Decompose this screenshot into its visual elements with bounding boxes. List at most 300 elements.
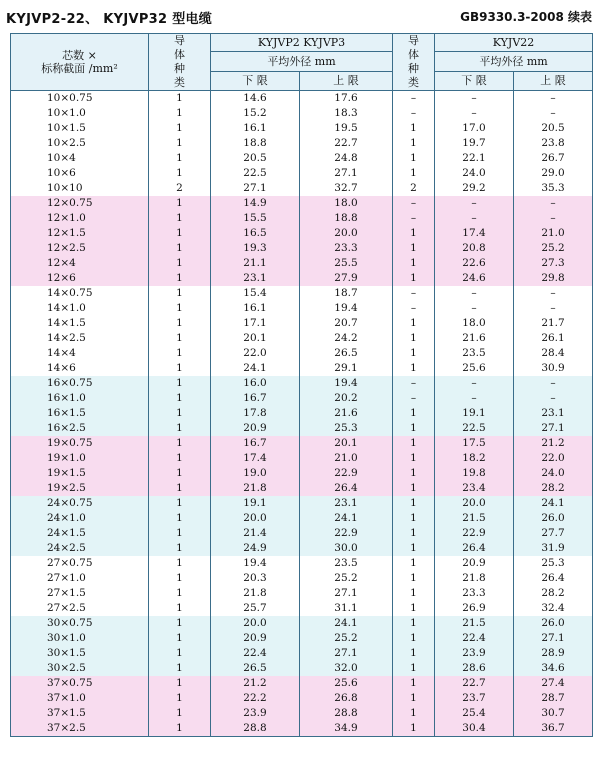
upper-limit-cell-2: 28.7 <box>514 691 593 706</box>
conductor-type-cell-1: 1 <box>149 571 211 586</box>
conductor-type-cell-1: 1 <box>149 91 211 107</box>
conductor-type-cell-2: 1 <box>393 316 435 331</box>
conductor-type-cell-1: 1 <box>149 481 211 496</box>
lower-limit-cell-2: 21.8 <box>435 571 514 586</box>
conductor-type-cell-1: 1 <box>149 346 211 361</box>
lower-limit-header-2: 下 限 <box>435 71 514 90</box>
core-size-cell: 10×6 <box>11 166 149 181</box>
upper-limit-cell-1: 22.9 <box>300 526 393 541</box>
table-row <box>11 406 593 421</box>
lower-limit-cell-2: 24.0 <box>435 166 514 181</box>
core-size-cell: 30×1.0 <box>11 631 149 646</box>
conductor-type-cell-2: 2 <box>393 181 435 196</box>
core-size-cell: 16×1.5 <box>11 406 149 421</box>
core-size-cell: 24×1.5 <box>11 526 149 541</box>
upper-limit-cell-2: 25.3 <box>514 556 593 571</box>
conductor-type-cell-1: 1 <box>149 151 211 166</box>
upper-limit-cell-2: 26.7 <box>514 151 593 166</box>
core-size-cell: 27×2.5 <box>11 601 149 616</box>
upper-limit-cell-1: 24.8 <box>300 151 393 166</box>
upper-limit-cell-1: 20.1 <box>300 436 393 451</box>
table-row <box>11 691 593 706</box>
core-size-cell: 24×1.0 <box>11 511 149 526</box>
table-row <box>11 466 593 481</box>
upper-limit-cell-1: 21.6 <box>300 406 393 421</box>
conductor-type-cell-2: – <box>393 391 435 406</box>
table-header <box>11 34 593 91</box>
core-size-cell: 14×4 <box>11 346 149 361</box>
upper-limit-cell-2: 25.2 <box>514 241 593 256</box>
lower-limit-cell-1: 14.6 <box>211 91 300 107</box>
conductor-type-cell-2: 1 <box>393 691 435 706</box>
core-size-cell: 24×0.75 <box>11 496 149 511</box>
conductor-type-cell-2: 1 <box>393 136 435 151</box>
lower-limit-cell-2: 29.2 <box>435 181 514 196</box>
conductor-type-header-2: 导 体 种 类 <box>393 34 435 91</box>
upper-limit-cell-2: – <box>514 196 593 211</box>
conductor-type-cell-1: 1 <box>149 196 211 211</box>
lower-limit-cell-1: 20.1 <box>211 331 300 346</box>
conductor-type-cell-2: 1 <box>393 496 435 511</box>
lower-limit-cell-2: – <box>435 301 514 316</box>
upper-limit-cell-2: 22.0 <box>514 451 593 466</box>
cross-section-label: 标称截面 /mm² <box>41 62 118 75</box>
upper-limit-cell-1: 32.7 <box>300 181 393 196</box>
core-count-label: 芯数 × <box>62 49 97 62</box>
upper-limit-cell-2: 28.9 <box>514 646 593 661</box>
upper-limit-cell-1: 19.5 <box>300 121 393 136</box>
upper-limit-cell-1: 24.2 <box>300 331 393 346</box>
lower-limit-cell-2: 28.6 <box>435 661 514 676</box>
table-row <box>11 526 593 541</box>
lower-limit-cell-2: 26.9 <box>435 601 514 616</box>
conductor-type-cell-2: 1 <box>393 151 435 166</box>
conductor-type-cell-1: 1 <box>149 661 211 676</box>
lower-limit-cell-1: 22.0 <box>211 346 300 361</box>
lower-limit-cell-1: 20.3 <box>211 571 300 586</box>
upper-limit-cell-1: 19.4 <box>300 301 393 316</box>
lower-limit-cell-1: 21.1 <box>211 256 300 271</box>
conductor-type-cell-1: 1 <box>149 256 211 271</box>
lower-limit-cell-1: 17.1 <box>211 316 300 331</box>
upper-limit-cell-2: 24.0 <box>514 466 593 481</box>
conductor-type-cell-2: 1 <box>393 121 435 136</box>
conductor-type-cell-1: 1 <box>149 226 211 241</box>
lower-limit-cell-1: 16.0 <box>211 376 300 391</box>
table-row <box>11 376 593 391</box>
table-row <box>11 271 593 286</box>
conductor-type-cell-2: – <box>393 211 435 226</box>
upper-limit-cell-2: 23.8 <box>514 136 593 151</box>
conductor-type-header-1: 导 体 种 类 <box>149 34 211 91</box>
upper-limit-cell-2: 20.5 <box>514 121 593 136</box>
lower-limit-cell-1: 19.1 <box>211 496 300 511</box>
core-size-cell: 12×1.0 <box>11 211 149 226</box>
core-size-cell: 30×0.75 <box>11 616 149 631</box>
upper-limit-cell-2: 30.7 <box>514 706 593 721</box>
conductor-type-cell-2: – <box>393 301 435 316</box>
upper-limit-cell-2: – <box>514 301 593 316</box>
upper-limit-cell-2: 28.2 <box>514 586 593 601</box>
conductor-type-cell-2: 1 <box>393 541 435 556</box>
core-size-cell: 10×4 <box>11 151 149 166</box>
conductor-type-cell-1: 1 <box>149 706 211 721</box>
core-size-cell: 37×2.5 <box>11 721 149 737</box>
upper-limit-cell-1: 28.8 <box>300 706 393 721</box>
table-row <box>11 586 593 601</box>
conductor-type-cell-1: 1 <box>149 616 211 631</box>
upper-limit-cell-2: – <box>514 211 593 226</box>
conductor-type-cell-2: 1 <box>393 511 435 526</box>
upper-limit-cell-2: 26.4 <box>514 571 593 586</box>
lower-limit-cell-1: 19.4 <box>211 556 300 571</box>
conductor-type-cell-2: 1 <box>393 616 435 631</box>
upper-limit-cell-2: 21.2 <box>514 436 593 451</box>
lower-limit-cell-1: 16.7 <box>211 436 300 451</box>
core-size-cell: 10×2.5 <box>11 136 149 151</box>
lower-limit-cell-1: 21.2 <box>211 676 300 691</box>
lower-limit-cell-1: 15.4 <box>211 286 300 301</box>
upper-limit-cell-2: 27.7 <box>514 526 593 541</box>
lower-limit-cell-1: 21.8 <box>211 586 300 601</box>
lower-limit-cell-2: 19.7 <box>435 136 514 151</box>
conductor-type-cell-2: 1 <box>393 331 435 346</box>
lower-limit-cell-1: 21.4 <box>211 526 300 541</box>
core-size-cell: 12×6 <box>11 271 149 286</box>
table-row <box>11 331 593 346</box>
core-size-cell: 14×1.0 <box>11 301 149 316</box>
table-row <box>11 676 593 691</box>
upper-limit-cell-1: 25.6 <box>300 676 393 691</box>
upper-limit-cell-1: 22.7 <box>300 136 393 151</box>
conductor-type-cell-2: 1 <box>393 646 435 661</box>
upper-limit-cell-1: 20.7 <box>300 316 393 331</box>
upper-limit-cell-1: 26.4 <box>300 481 393 496</box>
core-size-cell: 12×1.5 <box>11 226 149 241</box>
conductor-type-cell-1: 1 <box>149 586 211 601</box>
conductor-type-cell-1: 1 <box>149 136 211 151</box>
upper-limit-cell-1: 23.5 <box>300 556 393 571</box>
standard-reference: GB9330.3-2008 续表 <box>460 10 592 24</box>
upper-limit-cell-1: 21.0 <box>300 451 393 466</box>
table-row <box>11 631 593 646</box>
conductor-type-cell-1: 2 <box>149 181 211 196</box>
lower-limit-cell-2: – <box>435 211 514 226</box>
conductor-type-cell-2: – <box>393 376 435 391</box>
core-size-cell: 27×1.0 <box>11 571 149 586</box>
upper-limit-cell-1: 24.1 <box>300 511 393 526</box>
lower-limit-cell-1: 28.8 <box>211 721 300 737</box>
lower-limit-cell-2: 22.9 <box>435 526 514 541</box>
table-row <box>11 316 593 331</box>
table-row <box>11 571 593 586</box>
core-size-cell: 10×0.75 <box>11 91 149 107</box>
upper-limit-cell-2: 35.3 <box>514 181 593 196</box>
conductor-type-cell-2: 1 <box>393 346 435 361</box>
upper-limit-cell-1: 25.2 <box>300 631 393 646</box>
table-row <box>11 451 593 466</box>
upper-limit-cell-2: 27.3 <box>514 256 593 271</box>
conductor-type-cell-2: 1 <box>393 706 435 721</box>
table-body <box>11 91 593 737</box>
core-size-cell: 16×0.75 <box>11 376 149 391</box>
upper-limit-cell-1: 25.2 <box>300 571 393 586</box>
lower-limit-cell-2: 22.4 <box>435 631 514 646</box>
upper-limit-cell-2: 23.1 <box>514 406 593 421</box>
conductor-type-cell-2: 1 <box>393 241 435 256</box>
upper-limit-cell-1: 32.0 <box>300 661 393 676</box>
upper-limit-cell-2: 34.6 <box>514 661 593 676</box>
conductor-type-cell-1: 1 <box>149 631 211 646</box>
upper-limit-cell-2: 21.7 <box>514 316 593 331</box>
lower-limit-cell-2: 22.6 <box>435 256 514 271</box>
upper-limit-cell-1: 25.3 <box>300 421 393 436</box>
upper-limit-cell-1: 23.3 <box>300 241 393 256</box>
upper-limit-cell-1: 18.0 <box>300 196 393 211</box>
lower-limit-cell-2: – <box>435 391 514 406</box>
lower-limit-cell-2: 19.8 <box>435 466 514 481</box>
conductor-type-cell-1: 1 <box>149 511 211 526</box>
conductor-type-cell-2: 1 <box>393 676 435 691</box>
upper-limit-cell-1: 29.1 <box>300 361 393 376</box>
conductor-type-cell-2: 1 <box>393 601 435 616</box>
conductor-type-cell-1: 1 <box>149 271 211 286</box>
table-row <box>11 661 593 676</box>
lower-limit-cell-2: 25.6 <box>435 361 514 376</box>
core-size-cell: 14×0.75 <box>11 286 149 301</box>
upper-limit-cell-1: 20.0 <box>300 226 393 241</box>
lower-limit-cell-2: 30.4 <box>435 721 514 737</box>
upper-limit-cell-1: 24.1 <box>300 616 393 631</box>
table-row <box>11 106 593 121</box>
lower-limit-header-1: 下 限 <box>211 71 300 90</box>
lower-limit-cell-1: 18.8 <box>211 136 300 151</box>
core-size-header <box>11 34 149 91</box>
upper-limit-cell-1: 22.9 <box>300 466 393 481</box>
conductor-type-cell-2: 1 <box>393 466 435 481</box>
upper-limit-cell-1: 18.8 <box>300 211 393 226</box>
upper-limit-cell-2: – <box>514 286 593 301</box>
table-row <box>11 541 593 556</box>
upper-limit-cell-1: 18.7 <box>300 286 393 301</box>
core-size-cell: 24×2.5 <box>11 541 149 556</box>
lower-limit-cell-2: 24.6 <box>435 271 514 286</box>
lower-limit-cell-1: 20.9 <box>211 631 300 646</box>
group1-title: KYJVP2 KYJVP3 <box>211 34 393 52</box>
upper-limit-cell-1: 31.1 <box>300 601 393 616</box>
table-row <box>11 166 593 181</box>
core-size-cell: 19×1.5 <box>11 466 149 481</box>
upper-limit-cell-2: 26.0 <box>514 511 593 526</box>
conductor-type-cell-2: – <box>393 286 435 301</box>
conductor-type-cell-1: 1 <box>149 391 211 406</box>
table-row <box>11 361 593 376</box>
table-row <box>11 601 593 616</box>
table-row <box>11 241 593 256</box>
lower-limit-cell-1: 20.9 <box>211 421 300 436</box>
conductor-type-cell-1: 1 <box>149 316 211 331</box>
conductor-type-cell-2: 1 <box>393 586 435 601</box>
upper-limit-cell-2: 36.7 <box>514 721 593 737</box>
upper-limit-header-2: 上 限 <box>514 71 593 90</box>
conductor-type-cell-1: 1 <box>149 676 211 691</box>
conductor-type-cell-2: 1 <box>393 451 435 466</box>
upper-limit-cell-2: – <box>514 376 593 391</box>
conductor-type-cell-2: – <box>393 91 435 107</box>
table-row <box>11 496 593 511</box>
upper-limit-cell-2: – <box>514 91 593 107</box>
upper-limit-cell-1: 18.3 <box>300 106 393 121</box>
conductor-type-cell-2: 1 <box>393 361 435 376</box>
table-row <box>11 556 593 571</box>
conductor-type-cell-2: 1 <box>393 571 435 586</box>
upper-limit-cell-2: 27.1 <box>514 631 593 646</box>
lower-limit-cell-1: 17.8 <box>211 406 300 421</box>
table-row <box>11 481 593 496</box>
conductor-type-cell-1: 1 <box>149 421 211 436</box>
conductor-type-cell-2: 1 <box>393 631 435 646</box>
conductor-type-cell-2: 1 <box>393 481 435 496</box>
upper-limit-cell-1: 27.1 <box>300 646 393 661</box>
upper-limit-cell-2: – <box>514 106 593 121</box>
lower-limit-cell-1: 16.7 <box>211 391 300 406</box>
core-size-cell: 12×2.5 <box>11 241 149 256</box>
avg-od-header-2: 平均外径 mm <box>435 52 593 71</box>
lower-limit-cell-1: 19.0 <box>211 466 300 481</box>
conductor-type-cell-2: 1 <box>393 556 435 571</box>
table-row <box>11 301 593 316</box>
table-row <box>11 646 593 661</box>
core-size-cell: 12×4 <box>11 256 149 271</box>
lower-limit-cell-2: 22.7 <box>435 676 514 691</box>
lower-limit-cell-2: 18.0 <box>435 316 514 331</box>
table-row <box>11 511 593 526</box>
lower-limit-cell-1: 27.1 <box>211 181 300 196</box>
core-size-cell: 19×2.5 <box>11 481 149 496</box>
core-size-cell: 14×2.5 <box>11 331 149 346</box>
lower-limit-cell-2: – <box>435 286 514 301</box>
conductor-type-cell-2: – <box>393 106 435 121</box>
core-size-cell: 27×0.75 <box>11 556 149 571</box>
core-size-cell: 16×2.5 <box>11 421 149 436</box>
lower-limit-cell-1: 17.4 <box>211 451 300 466</box>
lower-limit-cell-2: 23.7 <box>435 691 514 706</box>
lower-limit-cell-1: 15.2 <box>211 106 300 121</box>
upper-limit-cell-1: 30.0 <box>300 541 393 556</box>
lower-limit-cell-1: 26.5 <box>211 661 300 676</box>
table-row <box>11 436 593 451</box>
lower-limit-cell-1: 20.0 <box>211 511 300 526</box>
conductor-type-cell-1: 1 <box>149 406 211 421</box>
avg-od-header-1: 平均外径 mm <box>211 52 393 71</box>
lower-limit-cell-2: 23.5 <box>435 346 514 361</box>
upper-limit-header-1: 上 限 <box>300 71 393 90</box>
upper-limit-cell-2: 30.9 <box>514 361 593 376</box>
core-size-cell: 27×1.5 <box>11 586 149 601</box>
core-size-cell: 10×1.0 <box>11 106 149 121</box>
lower-limit-cell-2: 26.4 <box>435 541 514 556</box>
upper-limit-cell-2: 28.4 <box>514 346 593 361</box>
lower-limit-cell-1: 20.5 <box>211 151 300 166</box>
upper-limit-cell-2: 27.4 <box>514 676 593 691</box>
upper-limit-cell-1: 27.9 <box>300 271 393 286</box>
core-size-cell: 30×1.5 <box>11 646 149 661</box>
upper-limit-cell-1: 34.9 <box>300 721 393 737</box>
group2-title: KYJV22 <box>435 34 593 52</box>
upper-limit-cell-1: 19.4 <box>300 376 393 391</box>
lower-limit-cell-2: – <box>435 376 514 391</box>
upper-limit-cell-1: 26.8 <box>300 691 393 706</box>
upper-limit-cell-2: 24.1 <box>514 496 593 511</box>
table-row <box>11 421 593 436</box>
core-size-cell: 10×1.5 <box>11 121 149 136</box>
table-row <box>11 91 593 107</box>
conductor-type-cell-1: 1 <box>149 496 211 511</box>
table-row <box>11 226 593 241</box>
conductor-type-cell-2: – <box>393 196 435 211</box>
upper-limit-cell-2: 32.4 <box>514 601 593 616</box>
conductor-type-cell-2: 1 <box>393 661 435 676</box>
lower-limit-cell-1: 14.9 <box>211 196 300 211</box>
conductor-type-cell-2: 1 <box>393 226 435 241</box>
conductor-type-cell-1: 1 <box>149 721 211 737</box>
conductor-type-cell-1: 1 <box>149 466 211 481</box>
table-row <box>11 256 593 271</box>
upper-limit-cell-1: 26.5 <box>300 346 393 361</box>
lower-limit-cell-2: 20.0 <box>435 496 514 511</box>
table-row <box>11 721 593 737</box>
lower-limit-cell-2: 17.0 <box>435 121 514 136</box>
upper-limit-cell-2: 27.1 <box>514 421 593 436</box>
table-row <box>11 196 593 211</box>
lower-limit-cell-1: 24.1 <box>211 361 300 376</box>
conductor-type-cell-1: 1 <box>149 286 211 301</box>
core-size-cell: 19×0.75 <box>11 436 149 451</box>
lower-limit-cell-1: 21.8 <box>211 481 300 496</box>
upper-limit-cell-1: 20.2 <box>300 391 393 406</box>
conductor-type-cell-1: 1 <box>149 556 211 571</box>
table-row <box>11 151 593 166</box>
upper-limit-cell-1: 27.1 <box>300 166 393 181</box>
lower-limit-cell-1: 23.9 <box>211 706 300 721</box>
core-size-cell: 30×2.5 <box>11 661 149 676</box>
table-row <box>11 286 593 301</box>
upper-limit-cell-2: 29.0 <box>514 166 593 181</box>
lower-limit-cell-2: – <box>435 196 514 211</box>
conductor-type-cell-2: 1 <box>393 271 435 286</box>
lower-limit-cell-1: 15.5 <box>211 211 300 226</box>
conductor-type-cell-2: 1 <box>393 721 435 737</box>
table-row <box>11 181 593 196</box>
lower-limit-cell-2: 19.1 <box>435 406 514 421</box>
lower-limit-cell-2: 20.8 <box>435 241 514 256</box>
lower-limit-cell-1: 20.0 <box>211 616 300 631</box>
core-size-cell: 14×1.5 <box>11 316 149 331</box>
lower-limit-cell-1: 24.9 <box>211 541 300 556</box>
conductor-type-cell-2: 1 <box>393 526 435 541</box>
lower-limit-cell-2: 18.2 <box>435 451 514 466</box>
upper-limit-cell-2: 21.0 <box>514 226 593 241</box>
conductor-type-cell-1: 1 <box>149 121 211 136</box>
conductor-type-cell-1: 1 <box>149 451 211 466</box>
lower-limit-cell-2: 23.4 <box>435 481 514 496</box>
core-size-cell: 12×0.75 <box>11 196 149 211</box>
conductor-type-cell-2: 1 <box>393 256 435 271</box>
conductor-type-cell-1: 1 <box>149 601 211 616</box>
upper-limit-cell-2: 28.2 <box>514 481 593 496</box>
conductor-type-cell-1: 1 <box>149 211 211 226</box>
conductor-type-cell-1: 1 <box>149 691 211 706</box>
